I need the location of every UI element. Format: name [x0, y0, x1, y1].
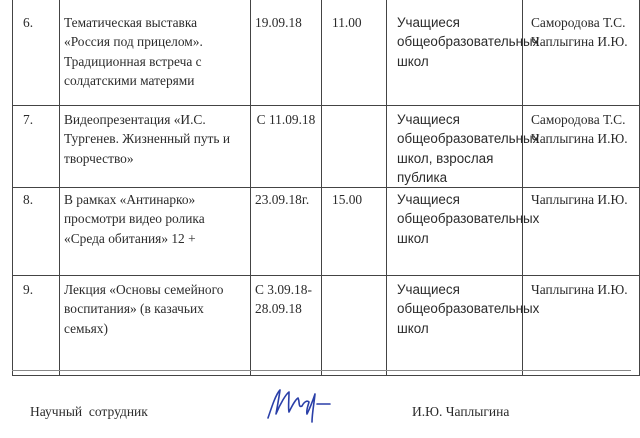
event-responsible: Чаплыгина И.Ю. — [523, 276, 640, 376]
table-row — [13, 106, 640, 188]
table-row — [13, 0, 640, 106]
event-date: 23.09.18г. — [251, 188, 322, 276]
event-responsible: Чаплыгина И.Ю. — [523, 188, 640, 276]
event-audience: Учащиеся общеобразовательных школ, взрослая публика — [387, 106, 523, 188]
event-title: В рамках «Антинарко» просмотри видео ролика «Среда обитания» 12 + — [60, 188, 251, 276]
table-row — [13, 276, 640, 376]
event-date: 19.09.18 — [251, 0, 322, 106]
event-audience: Учащиеся общеобразовательных школ — [387, 276, 523, 376]
event-title: Видеопрезентация «И.С. Тургенев. Жизненный путь и творчество» — [60, 106, 251, 188]
events-table — [12, 0, 640, 376]
table-row — [13, 188, 640, 276]
event-responsible: Самородова Т.С. Чаплыгина И.Ю. — [523, 106, 640, 188]
event-audience: Учащиеся общеобразовательных школ — [387, 0, 523, 106]
event-date: С 11.09.18 — [251, 106, 322, 188]
row-number: 7. — [13, 106, 60, 188]
event-time — [322, 276, 387, 376]
row-number: 9. — [13, 276, 60, 376]
table-bottom-rule — [12, 370, 631, 371]
event-time: 11.00 — [322, 0, 387, 106]
event-title: Тематическая выставка «Россия под прицелом». Традиционная встреча с солдатскими матерями — [60, 0, 251, 106]
event-time: 15.00 — [322, 188, 387, 276]
event-time — [322, 106, 387, 188]
row-number: 6. — [13, 0, 60, 106]
event-responsible: Самородова Т.С. Чаплыгина И.Ю. — [523, 0, 640, 106]
signatory-position: Научный сотрудник — [30, 404, 148, 419]
event-title: Лекция «Основы семейного воспитания» (в казачьих семьях) — [60, 276, 251, 376]
event-date: С 3.09.18-28.09.18 — [251, 276, 322, 376]
handwritten-signature-icon — [262, 384, 342, 424]
signatory-name: И.Ю. Чаплыгина — [412, 404, 510, 419]
row-number: 8. — [13, 188, 60, 276]
event-audience: Учащиеся общеобразовательных школ — [387, 188, 523, 276]
